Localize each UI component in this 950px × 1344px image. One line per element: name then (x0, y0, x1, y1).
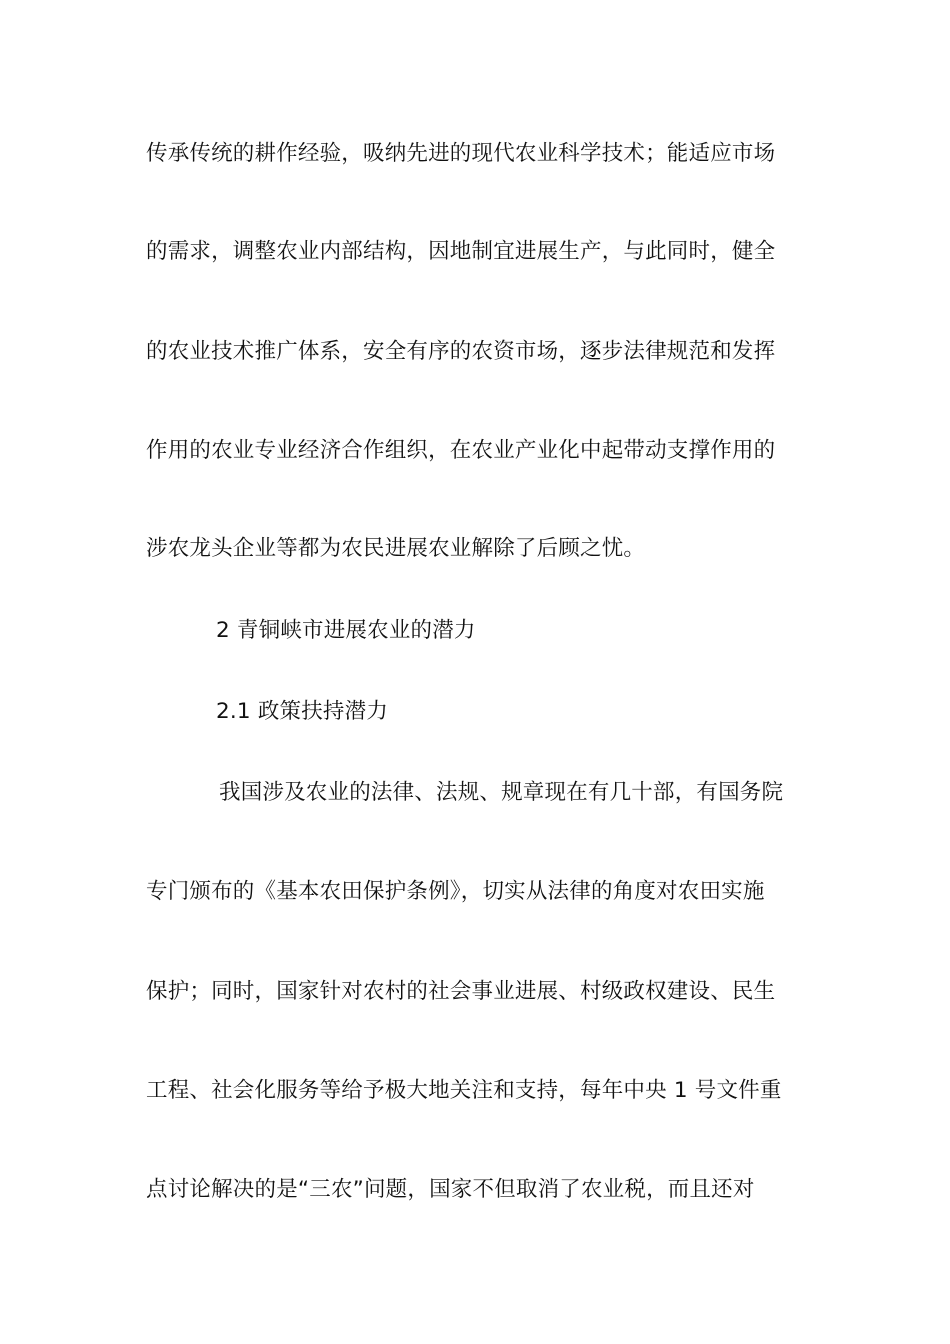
paragraph-line: 保护；同时，国家针对农村的社会事业进展、村级政权建设、民生 (146, 979, 776, 1004)
paragraph-line: 点讨论解决的是“三农”问题，国家不但取消了农业税，而且还对 (146, 1177, 755, 1202)
paragraph-line: 的需求，调整农业内部结构，因地制宜进展生产，与此同时，健全 (146, 239, 776, 264)
paragraph-line: 传承传统的耕作经验，吸纳先进的现代农业科学技术；能适应市场 (146, 141, 776, 166)
paragraph-line: 专门颁布的《基本农田保护条例》，切实从法律的角度对农田实施 (146, 879, 765, 904)
subsection-heading: 2.1 政策扶持潜力 (216, 699, 389, 724)
paragraph-line: 工程、社会化服务等给予极大地关注和支持，每年中央 1 号文件重 (146, 1078, 782, 1103)
paragraph-line: 作用的农业专业经济合作组织，在农业产业化中起带动支撑作用的 (146, 438, 776, 463)
paragraph-line: 我国涉及农业的法律、法规、规章现在有几十部，有国务院 (219, 780, 784, 805)
paragraph-line: 的农业技术推广体系，安全有序的农资市场，逐步法律规范和发挥 (146, 339, 776, 364)
section-heading: 2 青铜峡市进展农业的潜力 (216, 618, 476, 643)
paragraph-line: 涉农龙头企业等都为农民进展农业解除了后顾之忧。 (146, 536, 646, 561)
